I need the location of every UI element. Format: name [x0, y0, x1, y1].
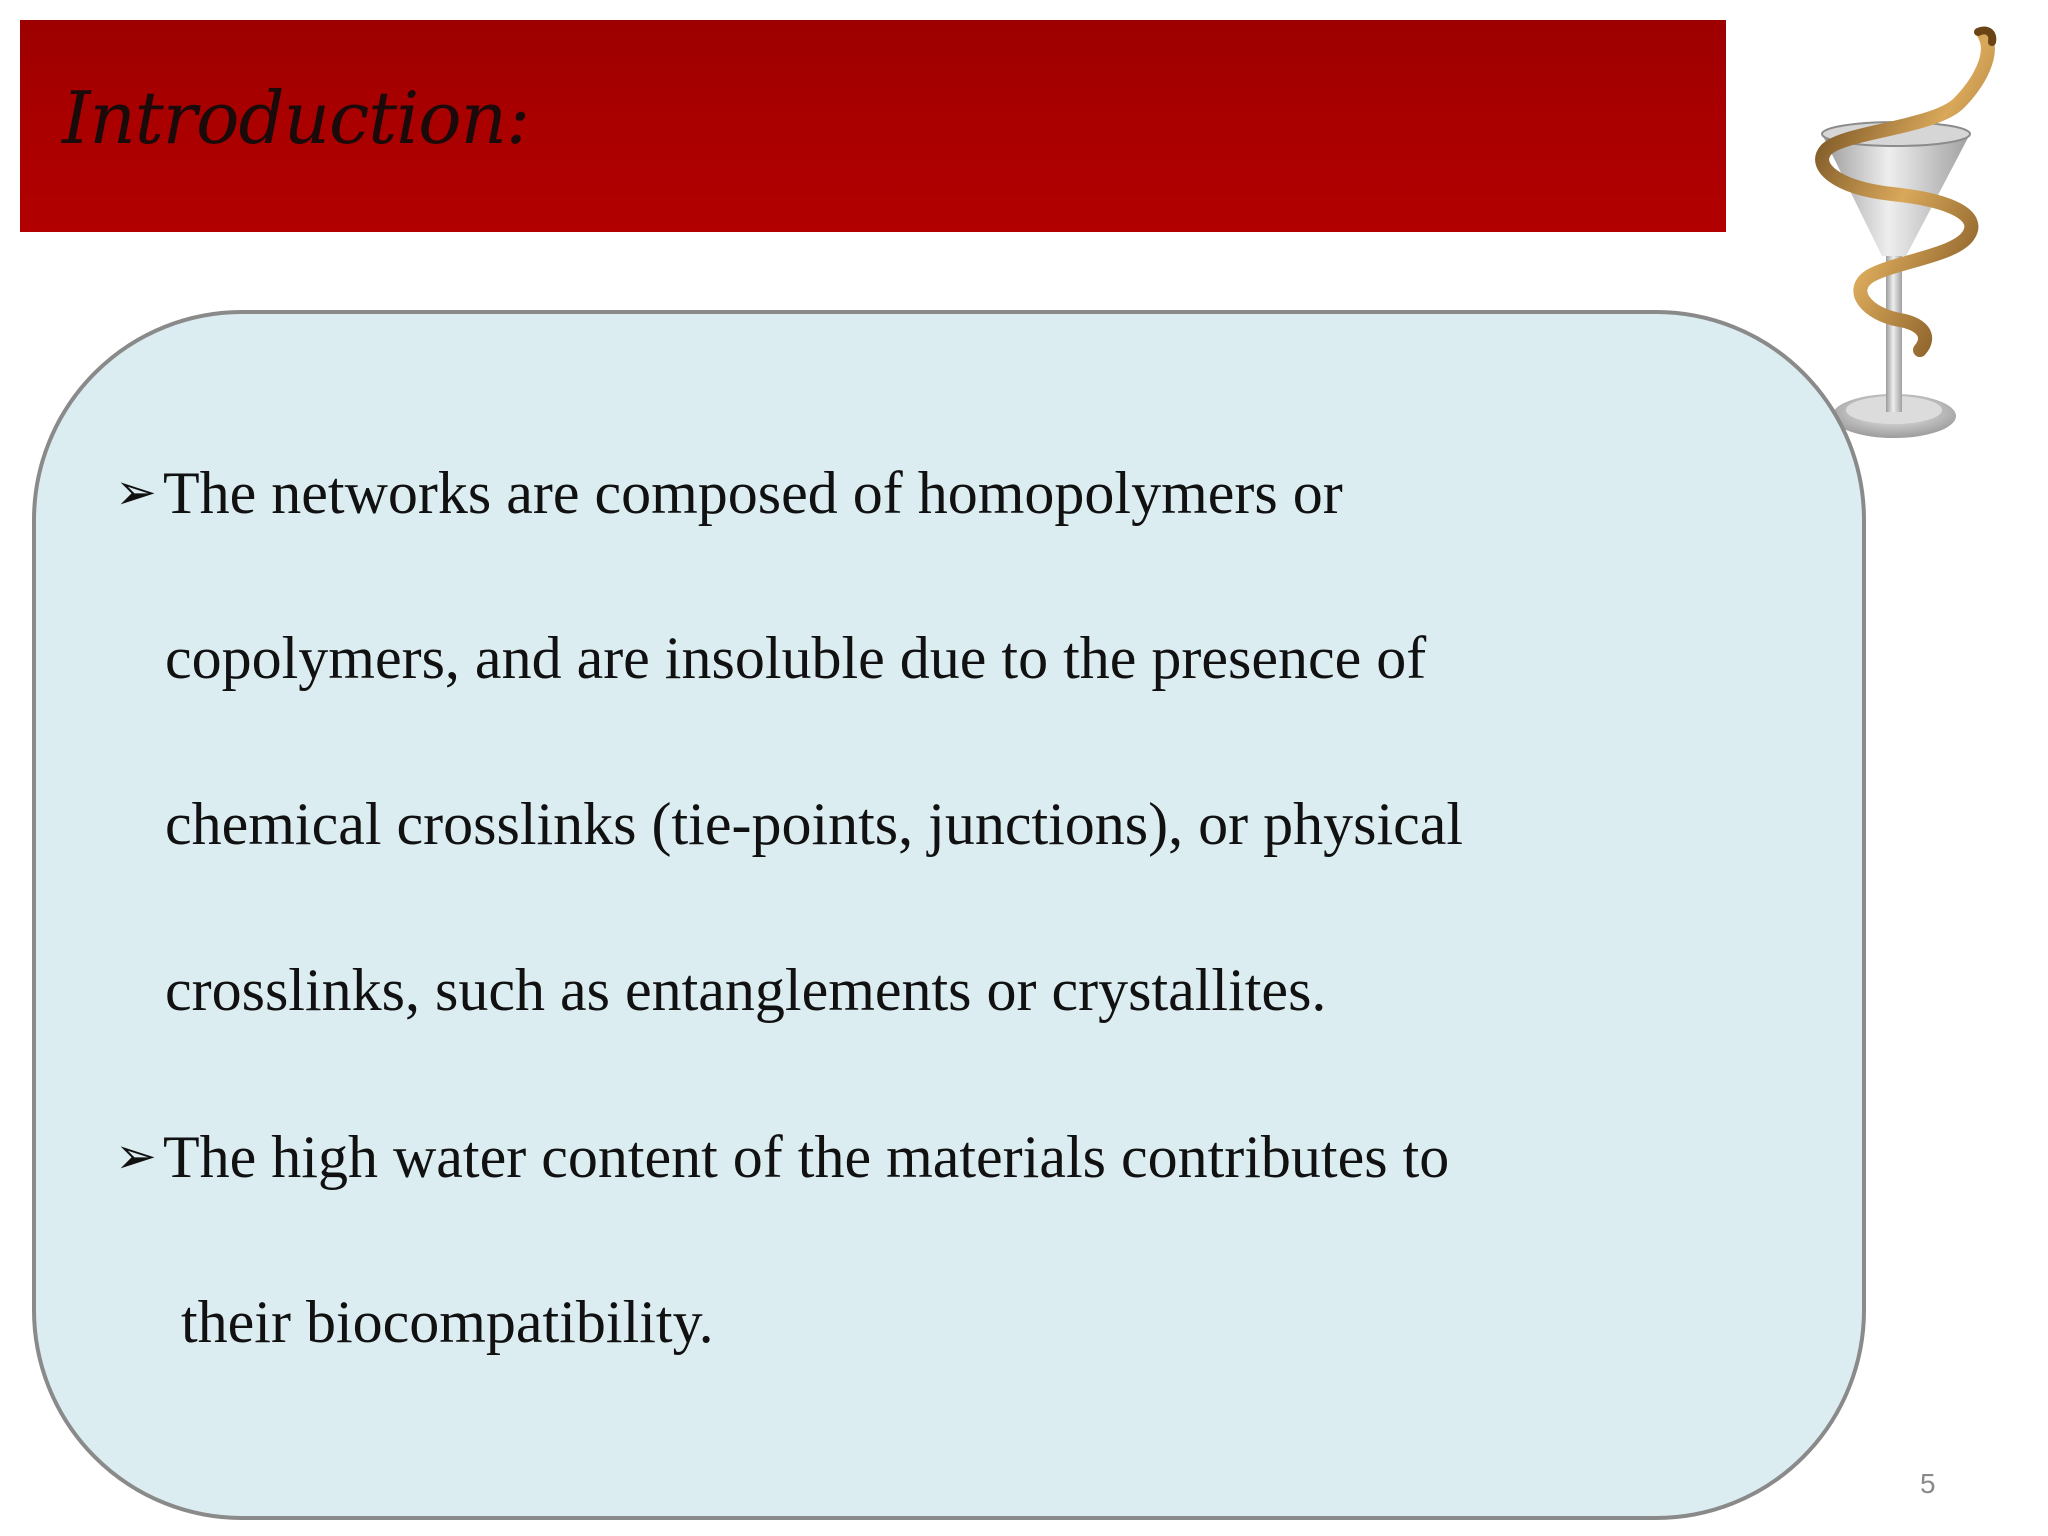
bullet-text: The high water content of the materials contributes to	[163, 1124, 1450, 1190]
bullet-line: their biocompatibility.	[181, 1289, 714, 1355]
bullet-text: The networks are composed of homopolymers or	[163, 460, 1343, 526]
arrowhead-bullet-icon: ➢	[115, 464, 157, 520]
bullet-line	[115, 1126, 1735, 1292]
slide-title: Introduction:	[62, 76, 530, 160]
page-number: 5	[1920, 1468, 1936, 1499]
bullet-line	[115, 462, 1735, 628]
bullet-line: chemical crosslinks (tie-points, junctions), or physical	[165, 791, 1464, 857]
bullet-item	[115, 1126, 1735, 1458]
bullet-item	[115, 462, 1735, 1126]
arrowhead-bullet-icon: ➢	[115, 1128, 157, 1184]
bullet-line: copolymers, and are insoluble due to the presence of	[165, 625, 1427, 691]
bullet-list	[115, 462, 1735, 1458]
bullet-line: crosslinks, such as entanglements or crystallites.	[165, 957, 1327, 1023]
